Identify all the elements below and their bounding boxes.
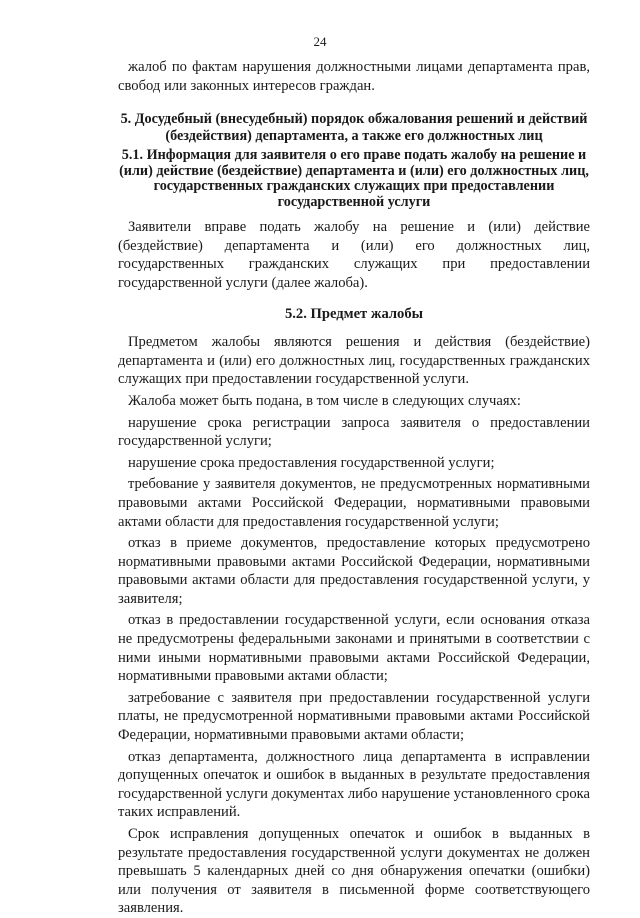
section-5-2-paragraph: Жалоба может быть подана, в том числе в следующих случаях: xyxy=(128,392,521,409)
page-number: 24 xyxy=(313,34,327,49)
section-5-2-paragraph: нарушение срока предоставления государственной услуги; xyxy=(128,454,495,471)
section-5-2-paragraph: Предметом жалобы являются решения и действия (бездействие) департамента и (или) его должностных лиц, государственных гражданских служащих при предоставлении государственной услуги. xyxy=(118,334,590,388)
section-5-2-paragraph: требование у заявителя документов, не предусмотренных нормативными правовыми актами Российской Федерации, нормативными правовыми актами области для предоставления государственной услуги; xyxy=(118,476,590,530)
section-5-1-text: Заявители вправе подать жалобу на решение и (или) действие (бездействие) департамента и (или) его должностных лиц, государственных гражданских служащих при предоставлении государственной услуги (далее жалоба). xyxy=(118,219,590,291)
section-5-2-paragraph: Срок исправления допущенных опечаток и ошибок в выданных в результате предоставления государственной услуги документах не должен превышать 5 календарных дней со дня обнаружения опечатки (ошибки) или получения от заявителя в письменной форме соответствующего заявления. xyxy=(118,826,590,917)
section-5-2-paragraph: нарушение срока регистрации запроса заявителя о предоставлении государственной услуги; xyxy=(118,414,590,450)
section-5-2-paragraph: отказ в приеме документов, предоставление которых предусмотрено нормативными правовыми актами Российской Федерации, нормативными правовыми актами области для предоставления государственной услуги, у заявителя; xyxy=(118,535,590,607)
section-5-2-paragraph: отказ в предоставлении государственной услуги, если основания отказа не предусмотрены федеральными законами и принятыми в соответствии с ними иными нормативными правовыми актами Российской Федерации, нормативными правовыми актами области; xyxy=(118,612,590,685)
section-5-2-paragraph: затребование с заявителя при предоставлении государственной услуги платы, не предусмотренной нормативными правовыми актами Российской Федерации, нормативными правовыми актами области; xyxy=(118,689,590,744)
section-5-2-paragraph: отказ департамента, должностного лица департамента в исправлении допущенных опечаток и ошибок в выданных в результате предоставления государственной услуги документах либо нарушение установленного срока таких исправлений. xyxy=(118,748,590,821)
section-5-heading: 5. Досудебный (внесудебный) порядок обжалования решений и действий (бездействия) департамента, а также его должностных лиц xyxy=(120,111,588,144)
section-5-1-heading: 5.1. Информация для заявителя о его праве подать жалобу на решение и (или) действие (бездействие) департамента и (или) его должностных лиц, государственных гражданских служащих при предоставлении государственной услуги xyxy=(119,147,589,210)
section-5-2-heading: 5.2. Предмет жалобы xyxy=(284,305,424,322)
intro-paragraph: жалоб по фактам нарушения должностными лицами департамента прав, свобод или законных интересов граждан. xyxy=(118,59,590,94)
document-body xyxy=(118,58,590,918)
